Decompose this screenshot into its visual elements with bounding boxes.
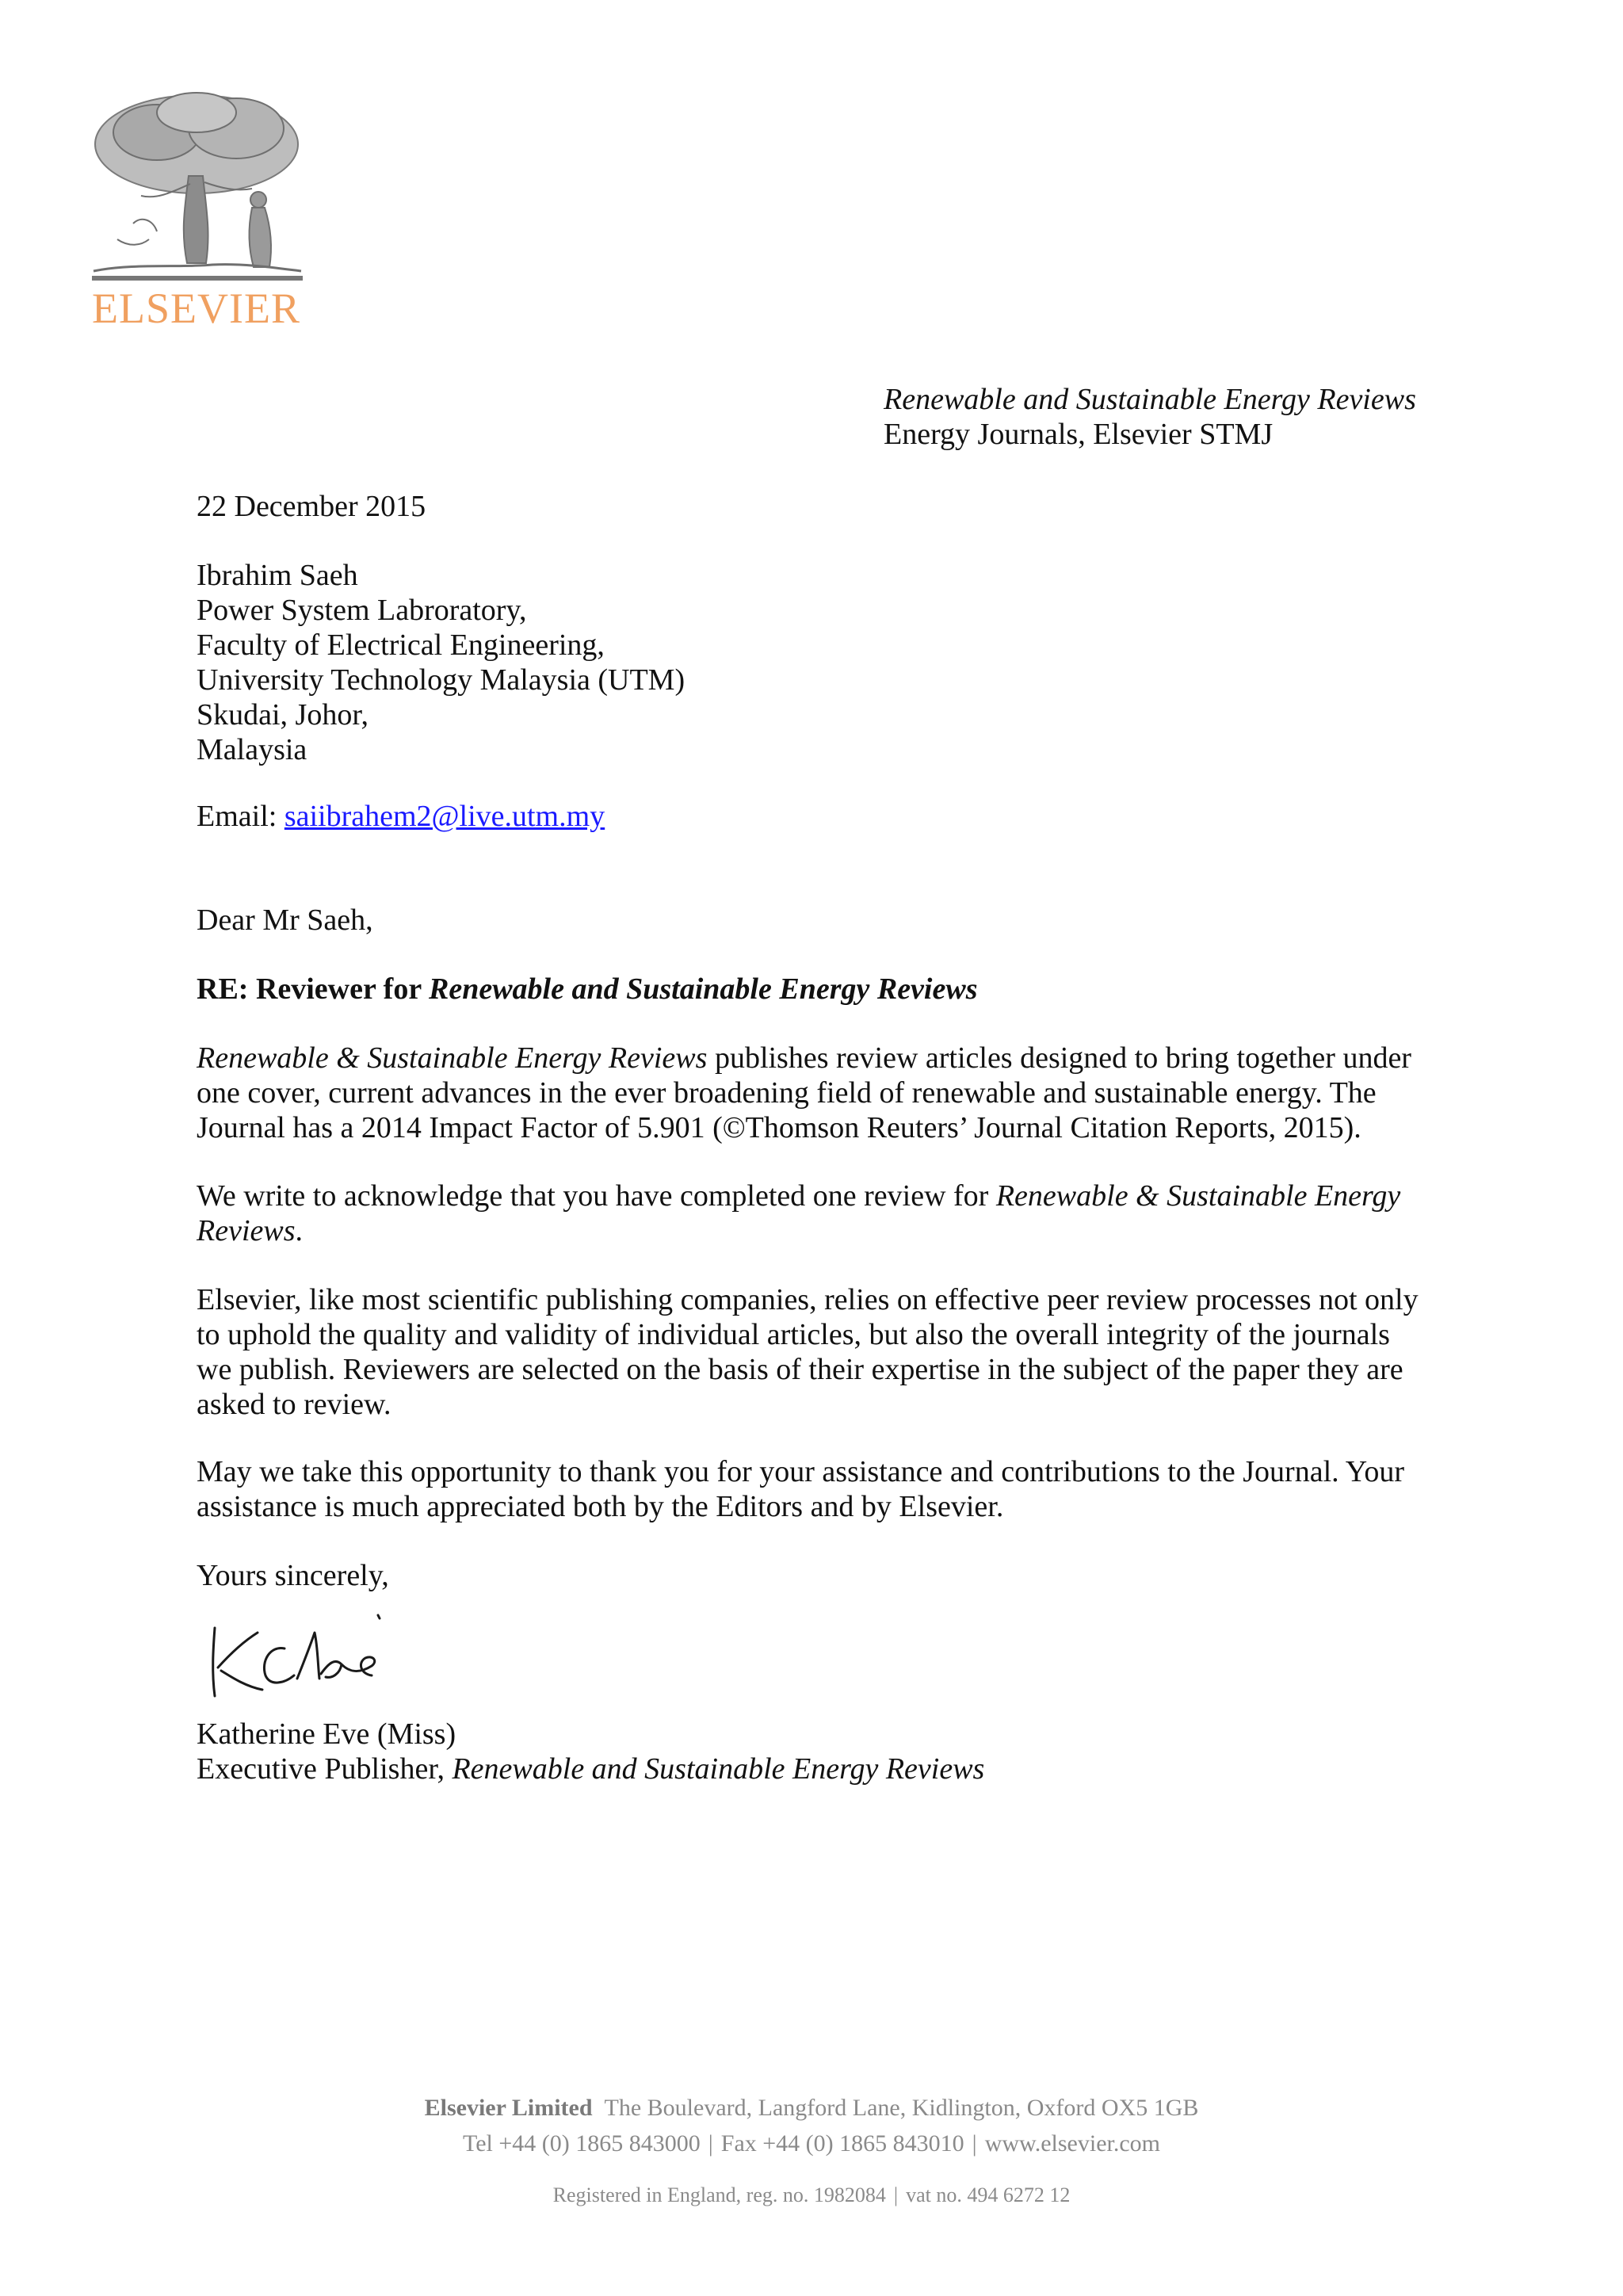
journal-division: Energy Journals, Elsevier STMJ <box>884 418 1274 451</box>
footer-company: Elsevier Limited <box>424 2095 593 2121</box>
journal-name-italic: Renewable & Sustainable Energy Reviews <box>197 1041 708 1075</box>
date-text: 22 December 2015 <box>197 490 426 523</box>
paragraph-text: asked to review. <box>197 1388 391 1421</box>
footer-web-link[interactable]: www.elsevier.com <box>984 2130 1161 2157</box>
footer-contact: Tel +44 (0) 1865 843000 | Fax +44 (0) 1865 843010 | www.elsevier.com <box>462 2130 1161 2157</box>
handwritten-signature <box>202 1601 392 1704</box>
email-link[interactable]: saiibrahem2@live.utm.my <box>284 800 605 833</box>
recipient-address <box>197 558 1433 767</box>
paragraph-text: Journal has a 2014 Impact Factor of 5.901 (©Thomson Reuters’ Journal Citation Reports, 2015). <box>197 1111 1361 1144</box>
footer-registration: Registered in England, reg. no. 1982084 | vat no. 494 6272 12 <box>552 2183 1071 2206</box>
closing <box>197 1558 1433 1593</box>
letter-date <box>197 489 1433 524</box>
subject-line <box>197 972 1433 1007</box>
elsevier-wordmark: ELSEVIER <box>92 285 300 332</box>
subject-prefix: RE: Reviewer for <box>197 972 429 1006</box>
paragraph-text: assistance is much appreciated both by the Editors and by Elsevier. <box>197 1490 1004 1523</box>
journal-name-italic: Reviews <box>197 1214 296 1247</box>
salutation <box>197 903 1433 938</box>
paragraph-text: . <box>295 1214 304 1247</box>
closing-text: Yours sincerely, <box>197 1559 389 1592</box>
footer-vat: vat no. 494 6272 12 <box>906 2183 1071 2206</box>
recipient-name: Ibrahim Saeh <box>197 559 358 592</box>
paragraph-text: we publish. Reviewers are selected on the basis of their expertise in the subject of the paper they are <box>197 1353 1403 1386</box>
email-label: Email: <box>197 800 285 833</box>
footer-address <box>0 2092 1623 2124</box>
paragraph-text: one cover, current advances in the ever broadening field of renewable and sustainable energy. The <box>197 1076 1377 1110</box>
paragraph-text: May we take this opportunity to thank you for your assistance and contributions to the Journal. Your <box>197 1455 1405 1488</box>
paragraph-text: to uphold the quality and validity of individual articles, but also the overall integrity of the journals <box>197 1318 1390 1351</box>
paragraph-acknowledgement <box>197 1179 1433 1248</box>
journal-name-italic: Renewable & Sustainable Energy <box>995 1179 1401 1213</box>
signer-block <box>197 1717 1433 1786</box>
address-line: University Technology Malaysia (UTM) <box>197 663 685 697</box>
recipient-email <box>197 799 1433 834</box>
journal-name: Renewable and Sustainable Energy Reviews <box>884 383 1416 416</box>
footer-fax: Fax +44 (0) 1865 843010 <box>720 2130 964 2157</box>
paragraph-peer-review <box>197 1282 1433 1422</box>
address-line: Malaysia <box>197 733 307 766</box>
signer-name: Katherine Eve (Miss) <box>197 1717 456 1751</box>
address-line: Power System Labroratory, <box>197 594 527 627</box>
paragraph-text: publishes review articles designed to bring together under <box>707 1041 1411 1075</box>
paragraph-thanks <box>197 1454 1433 1524</box>
address-line: Skudai, Johor, <box>197 698 369 732</box>
paragraph-text: Elsevier, like most scientific publishing companies, relies on effective peer review processes not only <box>197 1283 1419 1316</box>
salutation-text: Dear Mr Saeh, <box>197 904 373 937</box>
footer-address-text: The Boulevard, Langford Lane, Kidlington, Oxford OX5 1GB <box>604 2095 1199 2121</box>
signer-title: Executive Publisher, <box>197 1752 453 1786</box>
signer-journal: Renewable and Sustainable Energy Reviews <box>452 1752 985 1786</box>
subject-journal: Renewable and Sustainable Energy Reviews <box>429 972 978 1006</box>
paragraph-text: We write to acknowledge that you have completed one review for <box>197 1179 996 1213</box>
paragraph-journal-intro <box>197 1041 1433 1145</box>
journal-header <box>884 382 1416 452</box>
footer-tel: Tel +44 (0) 1865 843000 <box>462 2130 701 2157</box>
footer-registered: Registered in England, reg. no. 1982084 <box>552 2183 886 2206</box>
address-line: Faculty of Electrical Engineering, <box>197 628 605 662</box>
